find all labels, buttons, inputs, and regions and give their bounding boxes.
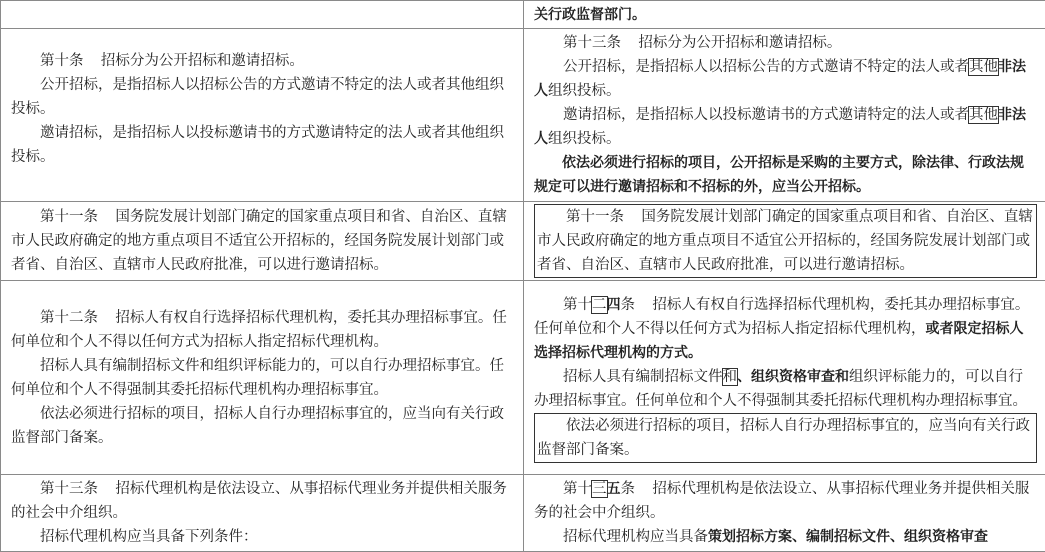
old-text-cell [1, 475, 524, 552]
table-row [1, 475, 1045, 552]
old-text-cell [1, 281, 524, 475]
new-text-cell [524, 29, 1045, 202]
paragraph: 邀请招标，是指招标人以投标邀请书的方式邀请特定的法人或者其他非法人组织投标。 [534, 103, 1037, 151]
deleted-text-box: 其他 [969, 107, 998, 123]
paragraph: 招标代理机构应当具备下列条件： [11, 525, 515, 549]
article-heading: 第十条 招标分为公开招标和邀请招标。 [11, 49, 515, 73]
deleted-text-box: 和 [723, 369, 738, 385]
table-row [1, 202, 1045, 281]
added-text: 、组织资格审查和 [737, 369, 849, 385]
new-text-cell [524, 202, 1045, 281]
paragraph: 招标人具有编制招标文件和组织评标能力的，可以自行办理招标事宜。任何单位和个人不得强制其委托招标代理机构办理招标事宜。 [11, 354, 515, 402]
deleted-text-box: 三 [592, 481, 607, 497]
added-paragraph: 依法必须进行招标的项目，公开招标是采购的主要方式，除法律、行政法规规定可以进行邀请招标和不招标的外，应当公开招标。 [534, 151, 1037, 199]
table-row [1, 29, 1045, 202]
table-row [1, 1, 1045, 29]
added-text: 非法人 [534, 59, 1026, 99]
paragraph: 公开招标，是指招标人以招标公告的方式邀请不特定的法人或者其他非法人组织投标。 [534, 55, 1037, 103]
new-text-cell [524, 475, 1045, 552]
deleted-paragraph-box: 依法必须进行招标的项目，招标人自行办理招标事宜的，应当向有关行政监督部门备案。 [534, 413, 1037, 463]
old-text-cell [1, 29, 524, 202]
added-text: 策划招标方案、编制招标文件、组织资格审查 [708, 529, 988, 545]
paragraph: 邀请招标，是指招标人以投标邀请书的方式邀请特定的法人或者其他组织投标。 [11, 121, 515, 169]
paragraph: 依法必须进行招标的项目，招标人自行办理招标事宜的，应当向有关行政监督部门备案。 [11, 402, 515, 450]
article-heading: 第十三条 招标分为公开招标和邀请招标。 [534, 31, 1037, 55]
deleted-article-box: 第十一条 国务院发展计划部门确定的国家重点项目和省、自治区、直辖市人民政府确定的地方重点项目不适宜公开招标的，经国务院发展计划部门或者省、自治区、直辖市人民政府批准，可以进行邀请招标。 [534, 204, 1037, 278]
deleted-text-box: 二 [592, 297, 607, 313]
old-text-cell [1, 202, 524, 281]
paragraph: 公开招标，是指招标人以招标公告的方式邀请不特定的法人或者其他组织投标。 [11, 73, 515, 121]
added-text: 非法人 [534, 107, 1026, 147]
article-heading: 第十二条 招标人有权自行选择招标代理机构，委托其办理招标事宜。任何单位和个人不得以任何方式为招标人指定招标代理机构。 [11, 306, 515, 354]
added-text: 五 [607, 481, 621, 497]
table-row [1, 281, 1045, 475]
added-text: 或者限定招标人选择招标代理机构的方式。 [534, 321, 1024, 361]
new-text-cell [524, 1, 1045, 29]
article-heading: 第十三条 招标代理机构是依法设立、从事招标代理业务并提供相关服务的社会中介组织。 [11, 477, 515, 525]
old-text-cell [1, 1, 524, 29]
paragraph: 招标代理机构应当具备策划招标方案、编制招标文件、组织资格审查 [534, 525, 1037, 549]
article-heading: 第十二四条 招标人有权自行选择招标代理机构，委托其办理招标事宜。任何单位和个人不得以任何方式为招标人指定招标代理机构，或者限定招标人选择招标代理机构的方式。 [534, 293, 1037, 365]
continued-line: 关行政监督部门。 [534, 3, 1037, 27]
article-heading: 第十三五条 招标代理机构是依法设立、从事招标代理业务并提供相关服务的社会中介组织。 [534, 477, 1037, 525]
article-heading: 第十一条 国务院发展计划部门确定的国家重点项目和省、自治区、直辖市人民政府确定的地方重点项目不适宜公开招标的，经国务院发展计划部门或者省、自治区、直辖市人民政府批准，可以进行邀请招标。 [11, 205, 515, 277]
new-text-cell [524, 281, 1045, 475]
added-text: 四 [607, 297, 621, 313]
paragraph: 招标人具有编制招标文件和、组织资格审查和组织评标能力的，可以自行办理招标事宜。任何单位和个人不得强制其委托招标代理机构办理招标事宜。 [534, 365, 1037, 413]
deleted-text-box: 其他 [969, 59, 998, 75]
